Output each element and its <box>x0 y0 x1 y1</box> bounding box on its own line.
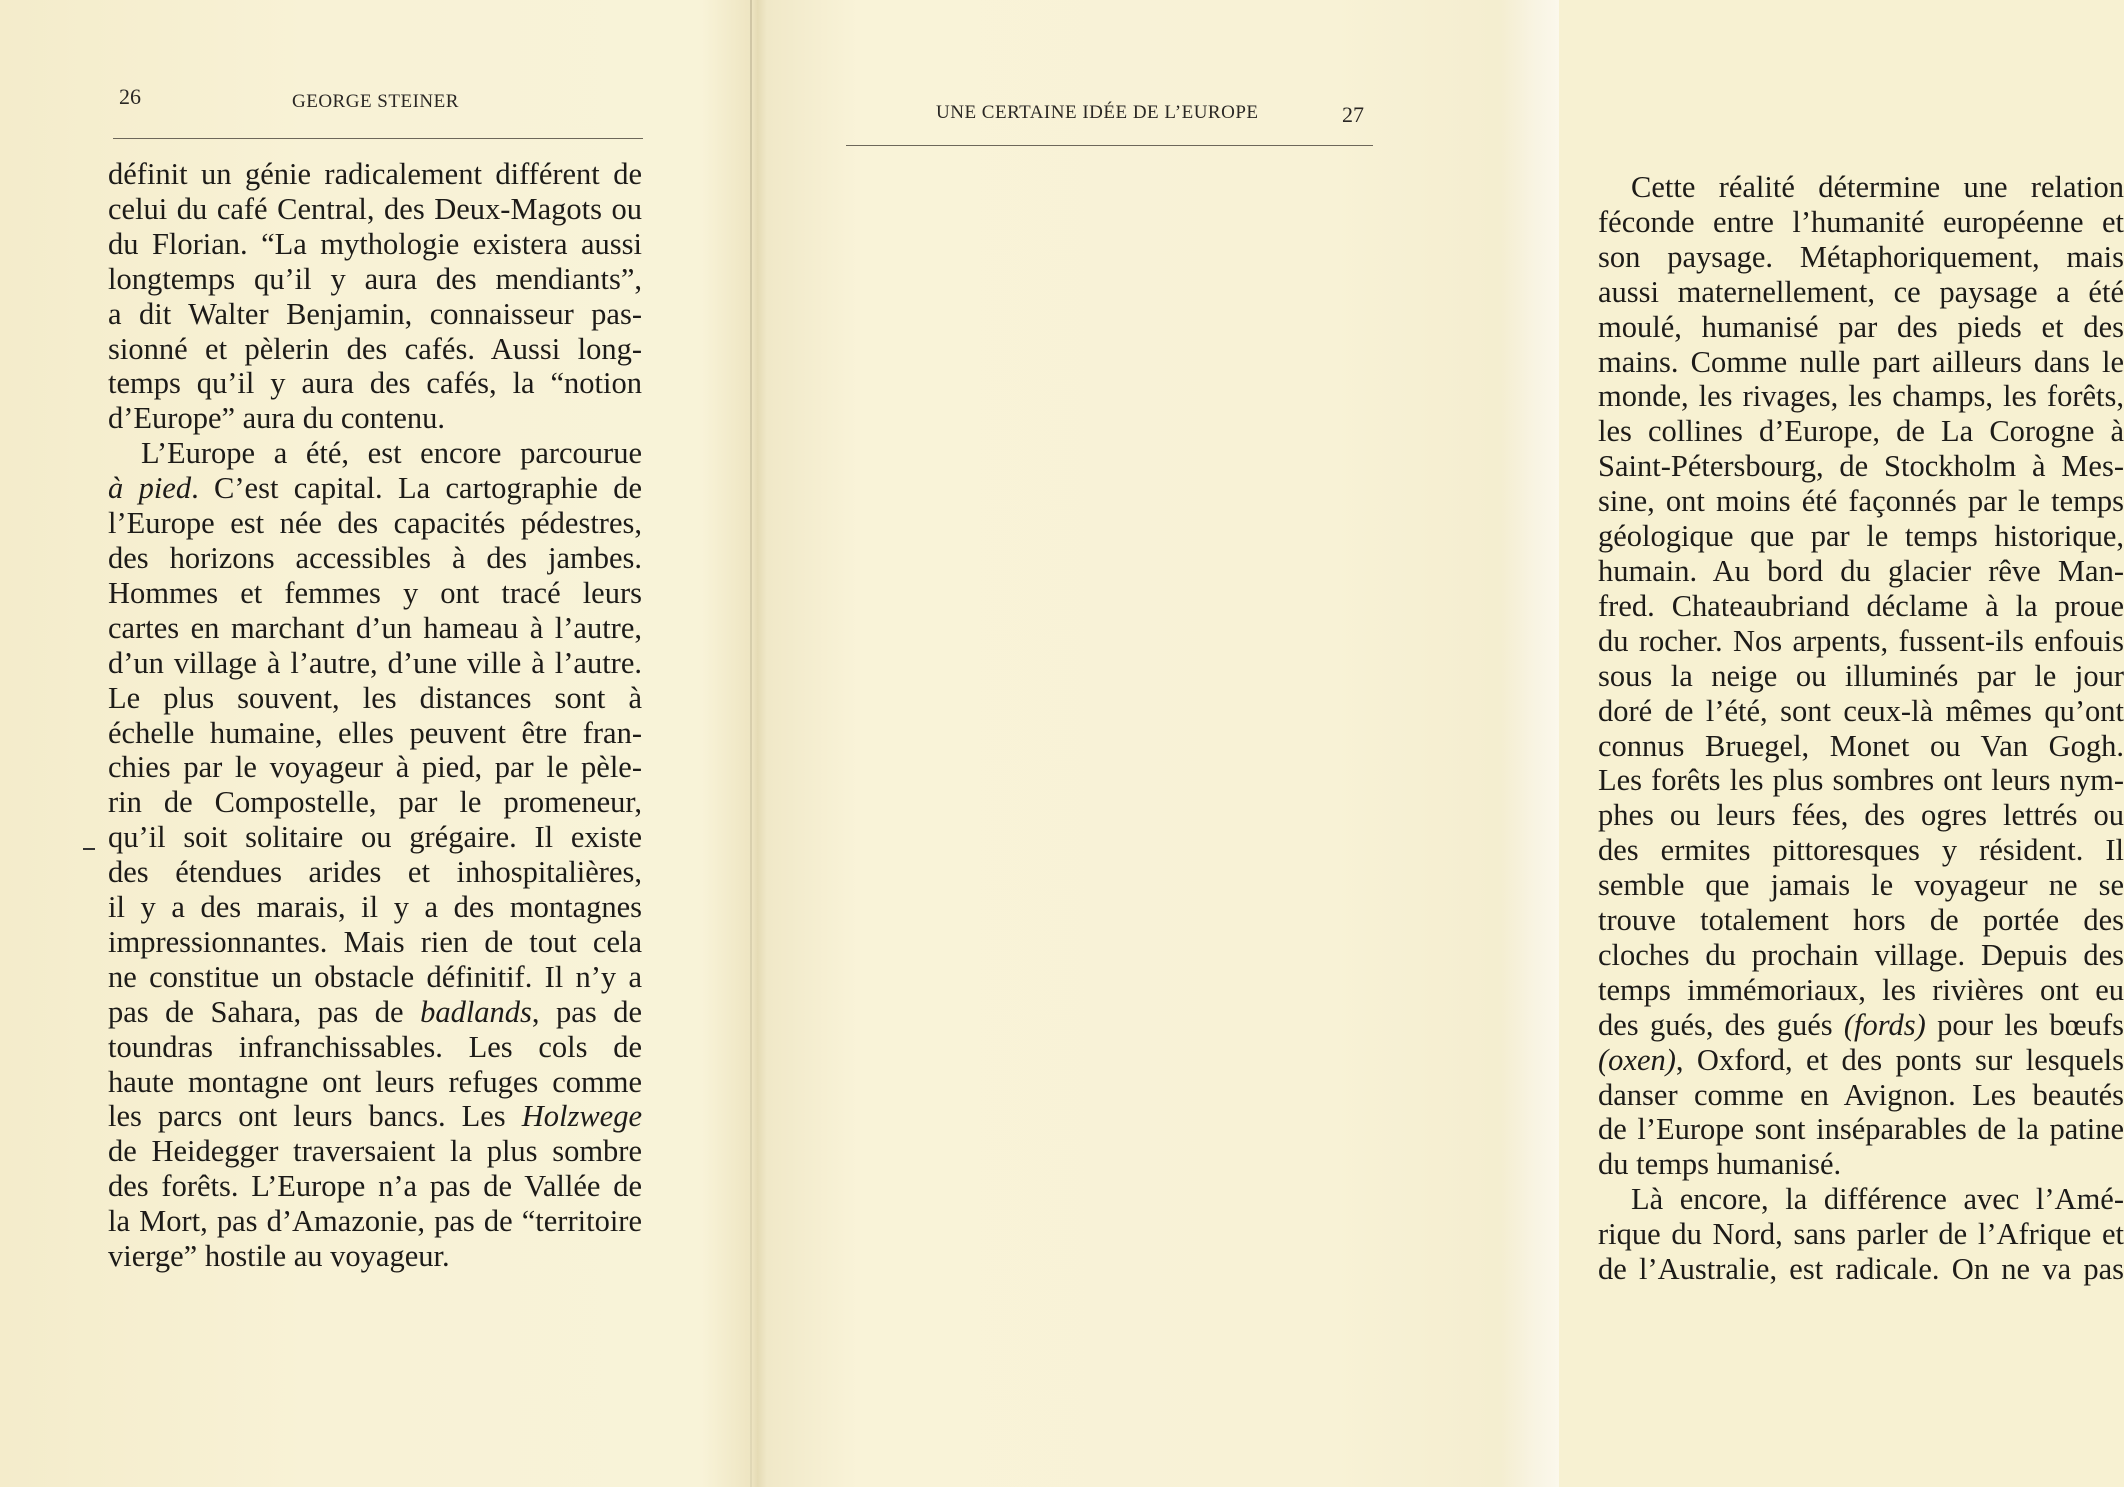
left-page <box>0 0 750 1487</box>
text-line <box>1598 1217 2124 1252</box>
text-segment: des ermites pittoresques y résident. Il <box>1598 833 2124 868</box>
text-line <box>108 436 642 471</box>
text-segment: l’Europe est née des capacités pédestres, <box>108 506 642 541</box>
text-line <box>108 960 642 995</box>
text-line <box>1598 414 2124 449</box>
text-line <box>1598 449 2124 484</box>
text-line <box>108 1239 642 1274</box>
text-segment: la Mort, pas d’Amazonie, pas de “territoire <box>108 1204 642 1239</box>
text-segment: ne constitue un obstacle définitif. Il n’y a <box>108 959 642 994</box>
text-line <box>1598 379 2124 414</box>
text-segment: du rocher. Nos arpents, fussent-ils enfouis <box>1598 623 2124 658</box>
text-segment: de l’Australie, est radicale. On ne va pas <box>1598 1252 2124 1287</box>
text-segment: rin de Compostelle, par le promeneur, <box>108 785 642 820</box>
text-segment: trouve totalement hors de portée des <box>1598 903 2124 938</box>
text-segment: féconde entre l’humanité européenne et <box>1598 204 2124 239</box>
text-segment: sous la neige ou illuminés par le jour <box>1598 658 2124 693</box>
text-segment: mains. Comme nulle part ailleurs dans le <box>1598 344 2124 379</box>
text-line <box>1598 938 2124 973</box>
text-segment: aussi maternellement, ce paysage a été <box>1598 274 2124 309</box>
text-segment: pas de Sahara, pas de <box>108 994 421 1029</box>
text-line <box>108 785 642 820</box>
text-line <box>1598 903 2124 938</box>
text-line <box>108 855 642 890</box>
text-line <box>108 541 642 576</box>
text-segment: d’un village à l’autre, d’une ville à l’autre. <box>108 645 642 680</box>
text-segment: danser comme en Avignon. Les beautés <box>1598 1077 2124 1112</box>
right-running-head: UNE CERTAINE IDÉE DE L’EUROPE <box>936 102 1259 123</box>
text-line <box>1598 1182 2124 1217</box>
text-segment: des étendues arides et inhospitalières, <box>108 855 642 890</box>
text-line <box>108 332 642 367</box>
text-segment: des forêts. L’Europe n’a pas de Vallée de <box>108 1169 642 1204</box>
text-line <box>1598 484 2124 519</box>
text-segment: fred. Chateaubriand déclame à la proue <box>1598 588 2124 623</box>
text-segment: Saint-Pétersbourg, de Stockholm à Mes- <box>1598 449 2124 484</box>
text-line <box>108 157 642 192</box>
text-segment: toundras infranchissables. Les cols de <box>108 1029 642 1064</box>
text-line <box>108 192 642 227</box>
text-segment: des gués, des gués <box>1598 1007 1844 1042</box>
text-line <box>108 750 642 785</box>
text-segment: de l’Europe sont inséparables de la patine <box>1598 1112 2124 1147</box>
text-segment: d’Europe” aura du contenu. <box>108 401 446 436</box>
text-line <box>1598 1112 2124 1147</box>
text-segment: du Florian. “La mythologie existera aussi <box>108 226 642 261</box>
italic-text: (fords) <box>1843 1007 1926 1042</box>
text-segment: chies par le voyageur à pied, par le pèle- <box>108 750 642 785</box>
text-line <box>108 1030 642 1065</box>
text-segment: L’Europe a été, est encore parcourue <box>141 436 642 471</box>
text-line <box>108 366 642 401</box>
text-segment: rique du Nord, sans parler de l’Afrique et <box>1598 1217 2124 1252</box>
text-segment: il y a des marais, il y a des montagnes <box>108 890 642 925</box>
text-line <box>1598 1147 2124 1182</box>
text-segment: humain. Au bord du glacier rêve Man- <box>1598 553 2124 588</box>
text-line <box>108 1065 642 1100</box>
text-segment: géologique que par le temps historique, <box>1598 519 2124 554</box>
text-line <box>108 227 642 262</box>
text-line <box>108 506 642 541</box>
text-segment: cloches du prochain village. Depuis des <box>1598 937 2124 972</box>
text-segment: Là encore, la différence avec l’Amé- <box>1631 1182 2124 1217</box>
text-line <box>108 1204 642 1239</box>
text-line <box>108 1169 642 1204</box>
text-line <box>1598 275 2124 310</box>
text-segment: qu’il soit solitaire ou grégaire. Il existe <box>108 820 642 855</box>
text-segment: du temps humanisé. <box>1598 1147 1842 1182</box>
text-line <box>108 716 642 751</box>
text-segment: haute montagne ont leurs refuges comme <box>108 1064 642 1099</box>
left-body-text <box>108 157 642 1274</box>
text-line <box>1598 659 2124 694</box>
text-segment: impressionnantes. Mais rien de tout cela <box>108 924 642 959</box>
text-segment: sine, ont moins été façonnés par le temps <box>1598 484 2124 519</box>
italic-text: à pied <box>108 471 192 506</box>
text-line <box>1598 624 2124 659</box>
text-segment: monde, les rivages, les champs, les forêts, <box>1598 379 2124 414</box>
text-segment: Les forêts les plus sombres ont leurs nym- <box>1598 763 2124 798</box>
text-segment: de Heidegger traversaient la plus sombre <box>108 1134 642 1169</box>
left-header-rule <box>113 138 643 139</box>
text-line <box>108 1134 642 1169</box>
text-line <box>108 820 642 855</box>
italic-text: (oxen) <box>1598 1042 1676 1077</box>
text-segment: cartes en marchant d’un hameau à l’autre, <box>108 610 642 645</box>
text-segment: vierge” hostile au voyageur. <box>108 1239 450 1274</box>
text-line <box>1598 1043 2124 1078</box>
text-line <box>1598 310 2124 345</box>
text-line <box>108 297 642 332</box>
italic-text: badlands <box>420 994 532 1029</box>
text-line <box>1598 798 2124 833</box>
right-page-number: 27 <box>1342 102 1364 127</box>
text-segment: son paysage. Métaphoriquement, mais <box>1598 239 2124 274</box>
text-line <box>108 646 642 681</box>
text-segment: échelle humaine, elles peuvent être fran- <box>108 715 642 750</box>
text-segment: , pas de <box>531 994 642 1029</box>
margin-pencil-mark <box>83 848 95 850</box>
text-segment: longtemps qu’il y aura des mendiants”, <box>108 261 642 296</box>
text-line <box>1598 868 2124 903</box>
text-line <box>1598 694 2124 729</box>
text-segment: définit un génie radicalement différent de <box>108 157 642 191</box>
text-segment: temps qu’il y aura des cafés, la “notion <box>108 366 642 401</box>
text-line <box>108 576 642 611</box>
right-body-text <box>1598 170 2124 1287</box>
text-segment: temps immémoriaux, les rivières ont eu <box>1598 972 2124 1007</box>
text-segment: pour les bœufs <box>1925 1007 2124 1042</box>
italic-text: Holzwege <box>521 1099 642 1134</box>
text-segment: des horizons accessibles à des jambes. <box>108 540 642 575</box>
text-line <box>108 995 642 1030</box>
text-segment: , Oxford, et des ponts sur lesquels <box>1675 1042 2124 1077</box>
text-segment: Le plus souvent, les distances sont à <box>108 680 642 715</box>
text-line <box>1598 589 2124 624</box>
text-line <box>1598 205 2124 240</box>
text-line <box>1598 519 2124 554</box>
text-segment: Cette réalité détermine une relation <box>1631 170 2124 204</box>
text-segment: connus Bruegel, Monet ou Van Gogh. <box>1598 728 2124 763</box>
text-line <box>108 611 642 646</box>
text-line <box>1598 170 2124 205</box>
text-line <box>1598 729 2124 764</box>
text-line <box>1598 1078 2124 1113</box>
text-segment: celui du café Central, des Deux-Magots ou <box>108 191 642 226</box>
text-line <box>108 401 642 436</box>
text-line <box>1598 1008 2124 1043</box>
text-segment: les parcs ont leurs bancs. Les <box>108 1099 522 1134</box>
text-line <box>108 262 642 297</box>
text-line <box>1598 345 2124 380</box>
text-segment: a dit Walter Benjamin, connaisseur pas- <box>108 296 642 331</box>
right-page <box>752 0 2124 1487</box>
text-segment: semble que jamais le voyageur ne se <box>1598 868 2124 903</box>
text-line <box>108 471 642 506</box>
text-segment: les collines d’Europe, de La Corogne à <box>1598 414 2124 449</box>
text-segment: Hommes et femmes y ont tracé leurs <box>108 575 642 610</box>
text-segment: moulé, humanisé par des pieds et des <box>1598 309 2124 344</box>
right-header-rule <box>846 145 1373 146</box>
text-line <box>108 1099 642 1134</box>
text-line <box>108 890 642 925</box>
text-segment: sionné et pèlerin des cafés. Aussi long- <box>108 331 642 366</box>
text-line <box>1598 833 2124 868</box>
text-segment: phes ou leurs fées, des ogres lettrés ou <box>1598 798 2124 833</box>
text-segment: . C’est capital. La cartographie de <box>191 471 643 506</box>
text-line <box>1598 240 2124 275</box>
left-running-head: GEORGE STEINER <box>292 91 459 112</box>
left-page-number: 26 <box>119 84 141 109</box>
text-line <box>108 681 642 716</box>
text-line <box>108 925 642 960</box>
text-line <box>1598 554 2124 589</box>
text-line <box>1598 763 2124 798</box>
text-line <box>1598 1252 2124 1287</box>
text-line <box>1598 973 2124 1008</box>
text-segment: doré de l’été, sont ceux-là mêmes qu’ont <box>1598 693 2124 728</box>
